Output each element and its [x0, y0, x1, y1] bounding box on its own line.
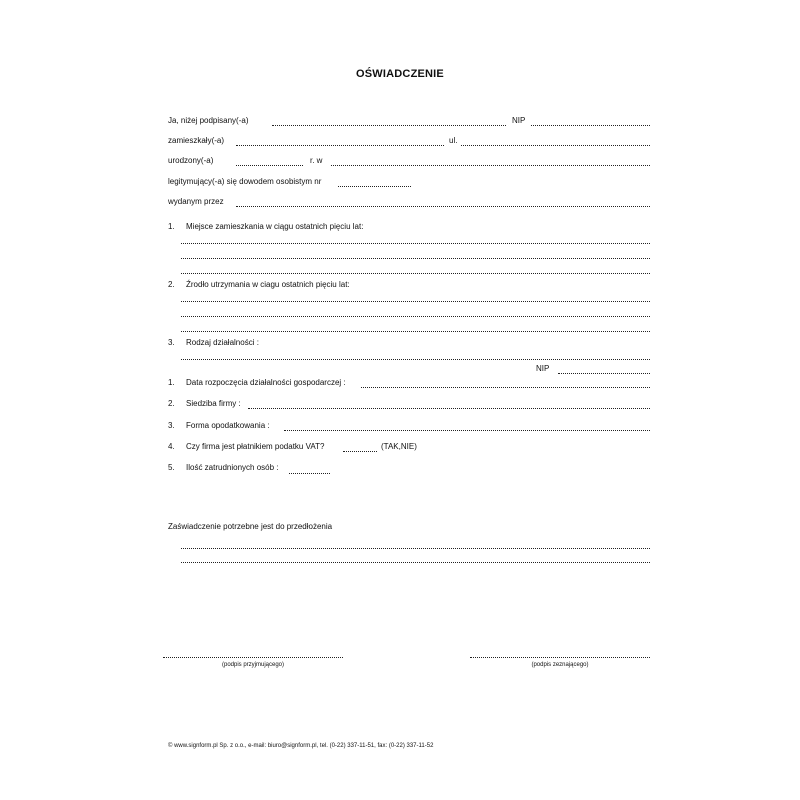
signer-label: Ja, niżej podpisany(-a): [168, 116, 249, 125]
id-label: legitymujący(-a) się dowodem osobistym nr: [168, 177, 322, 186]
section-a-2-num: 2.: [168, 280, 175, 289]
section-b-1-label: Data rozpoczęcia działalności gospodarczej :: [186, 378, 346, 387]
birth-date-field[interactable]: [236, 165, 303, 166]
section-a-1-label: Miejsce zamieszkania w ciągu ostatnich pięciu lat:: [186, 222, 364, 231]
residence-history-line-2[interactable]: [181, 258, 650, 259]
birth-place-field[interactable]: [331, 165, 650, 166]
section-b-5-label: Ilość zatrudnionych osób :: [186, 463, 279, 472]
company-seat-field[interactable]: [248, 408, 650, 409]
section-a-1-num: 1.: [168, 222, 175, 231]
street-label: ul.: [449, 136, 458, 145]
footer-copyright: © www.signform.pl Sp. z o.o., e-mail: biuro@signform.pl, tel. (0-22) 337-11-51, fax: (0-22) 337-11-52: [168, 743, 434, 749]
signer-name-field[interactable]: [272, 125, 506, 126]
document-title: OŚWIADCZENIE: [356, 68, 444, 80]
business-nip-label: NIP: [536, 364, 550, 373]
employee-count-field[interactable]: [289, 473, 330, 474]
receiver-signature-line[interactable]: [163, 657, 343, 658]
section-a-2-label: Źrodło utrzymania w ciagu ostatnich pięciu lat:: [186, 280, 350, 289]
street-field[interactable]: [461, 145, 650, 146]
certificate-purpose-line-2[interactable]: [181, 562, 650, 563]
residence-history-line-1[interactable]: [181, 243, 650, 244]
residence-label: zamieszkały(-a): [168, 136, 225, 145]
vat-payer-field[interactable]: [343, 451, 377, 452]
section-b-3-num: 3.: [168, 421, 175, 430]
section-b-5-num: 5.: [168, 463, 175, 472]
id-number-field[interactable]: [338, 186, 411, 187]
section-b-3-label: Forma opodatkowania :: [186, 421, 270, 430]
business-type-line[interactable]: [181, 359, 650, 360]
section-b-2-num: 2.: [168, 399, 175, 408]
section-b-4-num: 4.: [168, 442, 175, 451]
nip-label: NIP: [512, 116, 526, 125]
born-label: urodzony(-a): [168, 156, 214, 165]
receiver-signature-caption: (podpis przyjmującego): [221, 662, 285, 668]
issued-by-field[interactable]: [236, 206, 650, 207]
section-b-2-label: Siedziba firmy :: [186, 399, 241, 408]
year-label: r. w: [310, 156, 323, 165]
section-a-3-label: Rodzaj działalności :: [186, 338, 259, 347]
business-start-date-field[interactable]: [361, 387, 650, 388]
certificate-purpose-line-1[interactable]: [181, 548, 650, 549]
income-source-line-2[interactable]: [181, 316, 650, 317]
declarant-signature-line[interactable]: [470, 657, 650, 658]
section-a-3-num: 3.: [168, 338, 175, 347]
income-source-line-3[interactable]: [181, 331, 650, 332]
issued-label: wydanym przez: [168, 197, 224, 206]
residence-field[interactable]: [236, 145, 444, 146]
vat-options-label: (TAK,NIE): [381, 442, 417, 451]
business-nip-field[interactable]: [558, 373, 650, 374]
nip-field[interactable]: [531, 125, 650, 126]
taxation-form-field[interactable]: [284, 430, 650, 431]
declarant-signature-caption: (podpis zeznającego): [531, 662, 589, 668]
income-source-line-1[interactable]: [181, 301, 650, 302]
certificate-label: Zaświadczenie potrzebne jest do przedłożenia: [168, 522, 333, 531]
section-b-4-label: Czy firma jest płatnikiem podatku VAT?: [186, 442, 325, 451]
residence-history-line-3[interactable]: [181, 273, 650, 274]
section-b-1-num: 1.: [168, 378, 175, 387]
